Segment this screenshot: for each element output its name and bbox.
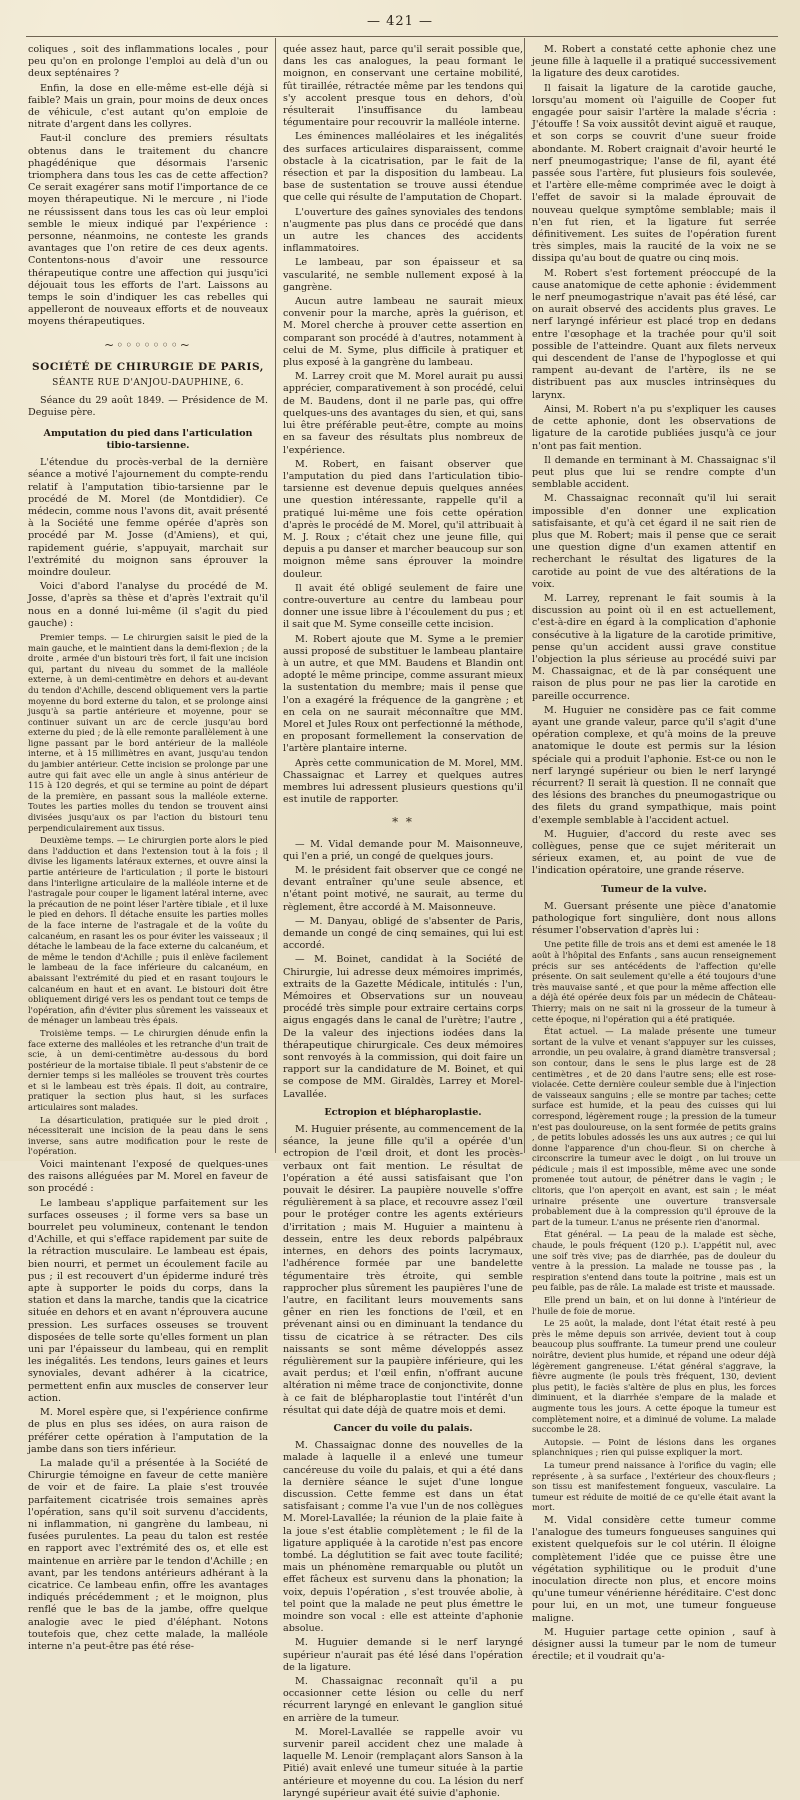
paragraph: Le lambeau s'applique parfaitement sur les surfaces osseuses ; il forme vers sa base un bourrelet peu volumineux, contenant le tendon d'Achille, et qui s'efface rapidement par suite de la rétraction musculaire. Le lambeau est épais, bien nourri, et permet un écoulement facile au pus ; il est recouvert d'un épiderme induré très apte à supporter le poids du corps, dans la station et dans la marche, tandis que la cicatrice située en dehors et en avant n'éprouvera aucune pression. Les surfaces osseuses se trouvent disposées de telle sorte qu'elles forment un plan uni par l'épaisseur du lambeau, qui en remplit les inégalités. Les tendons, leurs gaines et leurs synoviales, devant adhérer à la cicatrice, permettent enfin aux muscles de conserver leur action. <box>28 1197 268 1404</box>
paragraph: — M. Danyau, obligé de s'absenter de Paris, demande un congé de cinq semaines, qui lui est accordé. <box>283 915 523 952</box>
small-paragraph: La désarticulation, pratiquée sur le pied droit , nécessiterait une incision de la peau dans le sens inverse, sans autre modification pour le reste de l'opération. <box>28 1114 268 1157</box>
small-paragraph: Une petite fille de trois ans et demi est amenée le 18 août à l'hôpital des Enfants , sans aucun renseignement précis sur ses antécédents de l'affection qu'elle présente. On sait seulement qu'elle a été toujours d'une très mauvaise santé , et que pour la même affection elle a déjà été opérée deux fois par un médecin de Château-Thierry; mais on ne sait ni la grosseur de la tumeur à cette époque, ni l'opération qui a été pratiquée. <box>532 939 776 1024</box>
paragraph: M. le président fait observer que ce congé ne devant entraîner qu'une seule absence, et n'étant point motivé, ne saurait, au terme du règlement, être accordé à M. Maisonneuve. <box>283 865 523 913</box>
paragraph: La malade qu'il a présentée à la Société de Chirurgie témoigne en faveur de cette manière de voir et de faire. La plaie s'est trouvée parfaitement cicatrisée trois semaines après l'opération, sans qu'il soit survenu d'accidents, ni inflammation, ni gangrène du lambeau, ni fusées purulentes. La peau du talon est restée en rapport avec l'extrémité des os, et elle est maintenue en arrière par le tendon d'Achille ; en avant, par les tendons antérieurs adhérant à la cicatrice. Ce lambeau enfin, offre les avantages indiqués précédemment ; et le moignon, plus renflé que le bas de la jambe, offre quelque analogie avec le pied d'éléphant. Notons toutefois que, chez cette malade, la malléole interne n'a peut-être pas été rése- <box>28 1457 268 1652</box>
paragraph: M. Robert ajoute que M. Syme a le premier aussi proposé de substituer le lambeau plantaire à un autre, et que MM. Baudens et Blandin ont adopté le même principe, comme assurant mieux la sustentation du membre; mais il pense que l'on a exagéré la fréquence de la gangrène ; et en cela on ne saurait méconnaître que MM. Morel et Jules Roux ont perfectionné la méthode, en proposant formellement la conservation de l'artère plantaire interne. <box>283 633 523 755</box>
column-1 <box>28 44 268 1652</box>
section-ornament: ~◦◦◦◦◦◦◦~ <box>104 337 192 352</box>
small-paragraph: Deuxième temps. — Le chirurgien porte alors le pied dans l'adduction et dans l'extension tout à la fois ; il divise les ligaments latéraux externes, et ouvre ainsi la partie antérieure de l'articulation ; il porte le bistouri dans l'interligne articulaire de la malléole interne et de l'astragale pour couper le ligament latéral interne, avec la précaution de ne point léser l'artère tibiale , et il luxe le pied en dehors. Il détache ensuite les parties molles de la face interne de l'astragale et de la voûte du calcanéum, en rasant les os pour éviter les vaisseaux ; il détache le lambeau de la face externe du calcanéum, et de même le tendon d'Achille ; puis il enlève facilement le lambeau de la face inférieure du calcanéum, en abaissant l'extrémité du pied et en rasant toujours le calcanéum en haut et en avant. Le bistouri doit être obliquement dirigé vers les os pendant tout ce temps de l'opération, afin d'éviter plus sûrement les vaisseaux et de ménager un lambeau très épais. <box>28 835 268 1026</box>
paragraph: Enfin, la dose en elle-même est-elle déjà si faible? Mais un grain, pour moins de deux onces de véhicule, c'est autant qu'on emploie de nitrate d'argent dans les collyres. <box>28 82 268 131</box>
paragraph: Aucun autre lambeau ne saurait mieux convenir pour la marche, après la guérison, et M. Morel cherche à prouver cette assertion en comparant son procédé à d'autres, notamment à celui de M. Syme, plus difficile à pratiquer et plus exposé à la gangrène du lambeau. <box>283 296 523 369</box>
paragraph: — M. Boinet, candidat à la Société de Chirurgie, lui adresse deux mémoires imprimés, extraits de la Gazette Médicale, intitulés : l'un, Mémoires et Observations sur un nouveau procédé très simple pour extraire certains corps aigus engagés dans le canal de l'urètre; l'autre , De la valeur des injections iodées dans la thérapeutique chirurgicale. Ces deux mémoires sont renvoyés à la commission, qui doit faire un rapport sur la candidature de M. Boinet, et qui se compose de MM. Giraldès, Larrey et Morel-Lavallée. <box>283 954 523 1100</box>
header-rule <box>26 36 778 37</box>
paragraph: M. Robert s'est fortement préoccupé de la cause anatomique de cette aphonie : évidemment le nerf pneumogastrique n'avait pas été lésé, car on aurait observé des accidents plus graves. Le nerf laryngé inférieur est placé trop en dedans entre l'œsophage et la trachée pour qu'il soit possible de l'atteindre. Quant aux filets nerveux qui descendent de l'anse de l'hypoglosse et qui rampent au-devant de l'artère, ils ne se distribuent pas aux muscles intrinsèques du larynx. <box>532 267 776 401</box>
paragraph: M. Larrey, reprenant le fait soumis à la discussion au point où il en est actuellement, c'est-à-dire en égard à la complication d'aphonie consécutive à la ligature de la carotide primitive, pense qu'un accident aussi grave constitue l'objection la plus sérieuse au procédé suivi par M. Chassaignac, et de là par conséquent une raison de plus pour ne pas lier la carotide en pareille occurrence. <box>532 592 776 702</box>
section-heading: Tumeur de la vulve. <box>601 883 707 895</box>
society-address: SÉANTE RUE D'ANJOU-DAUPHINE, 6. <box>52 378 244 389</box>
paragraph: M. Huguier partage cette opinion , sauf à désigner aussi la tumeur par le nom de tumeur érectile; et il voudrait qu'a- <box>532 1626 776 1663</box>
small-paragraph: Elle prend un bain, et on lui donne à l'intérieur de l'huile de foie de morue. <box>532 1295 776 1316</box>
paragraph: Faut-il conclure des premiers résultats obtenus dans le traitement du chancre phagédénique que désormais l'arsenic triomphera dans tous les cas de cette affection? Ce serait exagérer sans motif l'importance de ce moyen thérapeutique. Ni le mercure , ni l'iode ne réussissent dans tous les cas où leur emploi semble le mieux indiqué par l'expérience : personne, néanmoins, ne conteste les grands avantages que l'on retire de ces deux agents. Contentons-nous d'avoir une ressource thérapeutique contre une affection qui jusqu'ici déjouait tous les efforts de l'art. Laissons au temps le soin d'indiquer les cas rebelles qui appelleront de nouveaux efforts et de nouveaux moyens thérapeutiques. <box>28 133 268 328</box>
paragraph: M. Huguier présente, au commencement de la séance, la jeune fille qu'il a opérée d'un ectropion de l'œil droit, et dont les procès-verbaux ont fait mention. Le résultat de l'opération a été aussi satisfaisant que l'on pouvait le désirer. La paupière nouvelle s'offre régulièrement à sa place, et recouvre assez l'œil pour le protéger contre les agents extérieurs d'irritation ; mais M. Huguier a maintenu à dessein, entre les deux rebords palpébraux internes, en dehors des points lacrymaux, l'adhérence formée par une bandelette tégumentaire très étroite, qui semble rapprocher plus sûrement les paupières l'une de l'autre, en facilitant leurs mouvements sans gêner en rien les fonctions de l'œil, et en prévenant ainsi ou en diminuant la tendance du tissu de cicatrice à se rétracter. Des cils naissants se sont même développés assez régulièrement sur la paupière inférieure, qui les avait perdus; et l'œil enfin, n'offrant aucune altération ni même trace de conjonctivite, donne à ce fait de blépharoplastie tout l'intérêt d'un résultat qui date déjà de quatre mois et demi. <box>283 1124 523 1416</box>
paragraph: M. Robert a constaté cette aphonie chez une jeune fille à laquelle il a pratiqué successivement la ligature des deux carotides. <box>532 44 776 80</box>
column-divider-2 <box>524 38 525 1153</box>
column-2 <box>283 44 523 1799</box>
paragraph: quée assez haut, parce qu'il serait possible que, dans les cas analogues, la peau formant le moignon, en conservant une certaine mobilité, fût tiraillée, rétractée même par les tendons qui s'y accolent presque tous en dehors, d'où résulterait l'insuffisance du lambeau tégumentaire pour recouvrir la malléole interne. <box>283 44 523 129</box>
column-3 <box>532 44 776 1663</box>
paragraph: coliques , soit des inflammations locales , pour peu qu'on en prolonge l'emploi au delà d'un ou deux septénaires ? <box>28 44 268 80</box>
paragraph: M. Chassaignac donne des nouvelles de la malade à laquelle il a enlevé une tumeur cancéreuse du voile du palais, et qui a été dans la dernière séance le sujet d'une longue discussion. Cette femme est dans un état satisfaisant ; comme l'a vue l'un de nos collègues M. Morel-Lavallée; la réunion de la plaie faite à la joue s'est établie complètement ; le fil de la ligature appliquée à la carotide n'est pas encore tombé. La déglutition se fait avec toute facilité; mais un phénomène remarquable ou plutôt un effet fâcheux est survenu dans la phonation; la voix, depuis l'opération , s'est trouvée abolie, à tel point que la malade ne peut plus émettre le moindre son vocal : elle est atteinte d'aphonie absolue. <box>283 1440 523 1635</box>
paragraph: M. Huguier, d'accord du reste avec ses collègues, pense que ce sujet mériterait un sérieux examen, et, au point de vue de l'indication opératoire, une grande réserve. <box>532 828 776 877</box>
seance-line: Séance du 29 août 1849. — Présidence de M. Deguise père. <box>28 395 268 419</box>
paragraph: M. Guersant présente une pièce d'anatomie pathologique fort singulière, dont nous allons résumer l'observation d'après lui : <box>532 900 776 937</box>
paragraph: M. Chassaignac reconnaît qu'il a pu occasionner cette lésion ou celle du nerf récurrent laryngé en enlevant le ganglion situé en arrière de la tumeur. <box>283 1676 523 1724</box>
paragraph: M. Chassaignac reconnaît qu'il lui serait impossible d'en donner une explication satisfaisante, et qu'à cet égard il ne sait rien de plus que M. Robert; mais il pense que ce serait une question digne d'un examen attentif en recherchant le résultat des ligatures de la carotide au point de vue des altérations de la voix. <box>532 493 776 590</box>
section-heading: Ectropion et blépharoplastie. <box>324 1106 482 1118</box>
column-divider-1 <box>275 38 276 1153</box>
paragraph: Il demande en terminant à M. Chassaignac s'il peut plus que lui se rendre compte d'un semblable accident. <box>532 454 776 491</box>
paragraph: Il faisait la ligature de la carotide gauche, lorsqu'au moment où l'aiguille de Cooper fut engagée pour saisir l'artère la malade s'écria : J'étouffe ! Sa voix aussitôt devint aiguë et rauque, et son corps se couvrit d'une sueur froide abondante. M. Robert craignait d'avoir heurté le nerf pneumogastrique; l'anse de fil, ayant été passée sous l'artère, fut plusieurs fois soulevée, et l'artère elle-même comprimée avec le doigt à l'effet de savoir si la malade éprouvait de nouveau quelque symptôme semblable; mais il n'en fut rien, et la ligature fut serrée définitivement. Les suites de l'opération furent très simples, mais la raucité de la voix ne se dissipa qu'au bout de quatre ou cinq mois. <box>532 82 776 265</box>
society-title: SOCIÉTÉ DE CHIRURGIE DE PARIS, <box>31 360 265 373</box>
small-paragraph: Premier temps. — Le chirurgien saisit le pied de la main gauche, et le maintient dans la demi-flexion ; de la droite , armée d'un bistouri très fort, il fait une incision qui, partant du niveau du sommet de la malléole externe, à un demi-centimètre en dehors et au-devant du tendon d'Achille, descend obliquement vers la partie moyenne du bord externe du talon, et se prolonge ainsi jusqu'à sa partie antérieure et moyenne, pour se continuer suivant un arc de cercle jusqu'au bord externe du pied ; de là elle remonte parallèlement à une ligne passant par le bord antérieur de la malléole interne, et à 15 millimètres en avant, jusqu'au tendon du jambier antérieur. Cette incision se prolonge par une autre qui fait avec elle un angle à sinus antérieur de 115 à 120 degrés, et qui se termine au point de départ de la première, en passant sous la malléole externe. Toutes les parties molles du tendon se trouvent ainsi divisées jusqu'aux os par l'action du bistouri tenu perpendiculairement aux tissus. <box>28 631 268 833</box>
paragraph: M. Morel espère que, si l'expérience confirme de plus en plus ses idées, on aura raison de préférer cette opération à l'amputation de la jambe dans son tiers inférieur. <box>28 1407 268 1455</box>
section-heading: Cancer du voile du palais. <box>333 1422 473 1434</box>
paragraph: M. Morel-Lavallée se rappelle avoir vu survenir pareil accident chez une malade à laquelle M. Lenoir (remplaçant alors Sanson à la Pitié) avait enlevé une tumeur située à la partie antérieure et moyenne du cou. La lésion du nerf laryngé supérieur avait été suivie d'aphonie. <box>283 1726 523 1799</box>
small-paragraph: Le 25 août, la malade, dont l'état était resté à peu près le même depuis son arrivée, devient tout à coup beaucoup plus souffrante. La tumeur prend une couleur noirâtre, devient plus humide, et répand une odeur déjà légèrement gangreneuse. L'état général s'aggrave, la fièvre augmente (le pouls très fréquent, 130, devient plus petit), le faciès s'altère de plus en plus, les forces diminuent, et la diarrhée s'empare de la malade et augmente tous les jours. A cette époque la tumeur est complètement noire, et a diminué de volume. La malade succombe le 28. <box>532 1318 776 1435</box>
paragraph: Les éminences malléolaires et les inégalités des surfaces articulaires disparaissent, comme obstacle à la cicatrisation, par le fait de la résection et par la disposition du lambeau. La base de sustentation se trouve aussi étendue que celle qui résulte de l'amputation de Chopart. <box>283 131 523 204</box>
section-heading: Amputation du pied dans l'articulation tibio-tarsienne. <box>43 427 253 451</box>
small-paragraph: État actuel. — La malade présente une tumeur sortant de la vulve et venant s'appuyer sur les cuisses, arrondie, un peu ovalaire, à grand diamètre transversal ; son contour, dans le sens le plus large est de 28 centimètres , et de 20 dans l'autre sens; elle est rose-violacée. Cette dernière couleur semble due à l'injection de vaisseaux sanguins ; elle se montre par taches; cette surface est humide, et la peau des cuisses qui lui correspond, légèrement rouge ; la pression de la tumeur n'est pas douloureuse, on la sent formée de petits grains , de petits lobules adossés les uns aux autres ; ce qui lui donne l'apparence d'un chou-fleur. Si on cherche à circonscrire la tumeur avec le doigt , on lui trouve un pédicule ; mais il est impossible, même avec une sonde promenée tout autour, de pénétrer dans le vagin ; le clitoris, que l'on aperçoit en avant, est sain ; le méat urinaire présente une ouverture transversale probablement due à la compression qu'il éprouve de la part de la tumeur. L'anus ne présente rien d'anormal. <box>532 1026 776 1227</box>
paragraph: M. Robert, en faisant observer que l'amputation du pied dans l'articulation tibio-tarsienne est devenue depuis quelques années une question intéressante, rappelle qu'il a pratiqué lui-même une fois cette opération d'après le procédé de M. Morel, qu'il attribuait à M. J. Roux ; c'était chez une jeune fille, qui depuis a pu danser et marcher beaucoup sur son moignon même sans éprouver la moindre douleur. <box>283 458 523 580</box>
small-paragraph: La tumeur prend naissance à l'orifice du vagin; elle représente , à sa surface , l'extérieur des choux-fleurs ; son tissu est manifestement fongueux, vasculaire. La tumeur est réduite de moitié de ce qu'elle était avant la mort. <box>532 1459 776 1513</box>
paragraph: Voici d'abord l'analyse du procédé de M. Josse, d'après sa thèse et d'après l'extrait qu'il nous en a donné lui-même (il s'agit du pied gauche) : <box>28 581 268 629</box>
paragraph: Après cette communication de M. Morel, MM. Chassaignac et Larrey et quelques autres membres lui adressent plusieurs questions qu'il est inutile de rapporter. <box>283 757 523 806</box>
paragraph: L'étendue du procès-verbal de la dernière séance a motivé l'ajournement du compte-rendu relatif à l'amputation tibio-tarsienne par le procédé de M. Morel (de Montdidier). Ce médecin, comme nous l'avons dit, avait présenté à la Société une femme opérée d'après son procédé par M. Josse (d'Amiens), et qui, rapidement guérie, s'appuyait, marchait sur l'extrémité du moignon sans éprouver la moindre douleur. <box>28 457 268 578</box>
paragraph: Il avait été obligé seulement de faire une contre-ouverture au centre du lambeau pour donner une issue libre à l'écoulement du pus ; et il sait que M. Syme conseille cette incision. <box>283 582 523 631</box>
page-number: — 421 — <box>366 14 434 29</box>
paragraph: M. Huguier demande si le nerf laryngé supérieur n'aurait pas été lésé dans l'opération de la ligature. <box>283 1637 523 1673</box>
paragraph: Ainsi, M. Robert n'a pu s'expliquer les causes de cette aphonie, dont les observations de ligature de la carotide publiées jusqu'à ce jour n'ont pas fait mention. <box>532 403 776 452</box>
section-stars: * * <box>392 815 414 830</box>
small-paragraph: État général. — La peau de la malade est sèche, chaude, le pouls fréquent (120 p.). L'appétit nul, avec une soif très vive; pas de diarrhée, pas de douleur du ventre à la pression. La malade ne tousse pas , la respiration s'entend dans toute la poitrine , mais est un peu faible, pas de râle. La malade est triste et maussade. <box>532 1229 776 1293</box>
paragraph: M. Larrey croit que M. Morel aurait pu aussi apprécier, comparativement à son procédé, celui de M. Baudens, dont il ne parle pas, qui offre quelques-uns des avantages du sien, et qui, sans lui être préférable peut-être, compte au moins en sa faveur des résultats plus nombreux de l'expérience. <box>283 371 523 456</box>
paragraph: M. Vidal considère cette tumeur comme l'analogue des tumeurs fongueuses sanguines qui existent quelquefois sur le col utérin. Il éloigne complètement l'idée que ce puisse être une végétation syphilitique ou le produit d'une inoculation directe non plus, et encore moins qu'une tumeur vénérienne héréditaire. C'est donc pour lui, en un mot, une tumeur fongueuse maligne. <box>532 1514 776 1624</box>
paragraph: Le lambeau, par son épaisseur et sa vascularité, ne semble nullement exposé à la gangrène. <box>283 257 523 293</box>
small-paragraph: Troisième temps. — Le chirurgien dénude enfin la face externe des malléoles et les retranche d'un trait de scie, à un demi-centimètre au-dessous du bord postérieur de la mortaise tibiale. Il peut s'abstenir de ce dernier temps si les malléoles se trouvent très courtes et si le lambeau est très épais. Il doit, au contraire, pratiquer la section plus haut, si les surfaces articulaires sont malades. <box>28 1027 268 1113</box>
small-paragraph: Autopsie. — Point de lésions dans les organes splanchniques ; rien qui puisse expliquer la mort. <box>532 1436 776 1458</box>
paragraph: Voici maintenant l'exposé de quelques-unes des raisons alléguées par M. Morel en faveur de son procédé : <box>28 1159 268 1195</box>
paragraph: — M. Vidal demande pour M. Maisonneuve, qui l'en a prié, un congé de quelques jours. <box>283 838 523 862</box>
paragraph: M. Huguier ne considère pas ce fait comme ayant une grande valeur, parce qu'il s'agit d'une opération complexe, et qu'à moins de la preuve anatomique le doute est permis sur la lésion spéciale qui a produit l'aphonie. Est-ce ou non le nerf laryngé supérieur ou bien le nerf laryngé récurrent? Il serait là question. Il ne connaît que des lésions des branches du pneumogastrique ou des filets du grand sympathique, mais point d'exemple semblable à l'accident actuel. <box>532 704 776 826</box>
paragraph: L'ouverture des gaînes synoviales des tendons n'augmente pas plus dans ce procédé que dans un autre les chances des accidents inflammatoires. <box>283 206 523 255</box>
